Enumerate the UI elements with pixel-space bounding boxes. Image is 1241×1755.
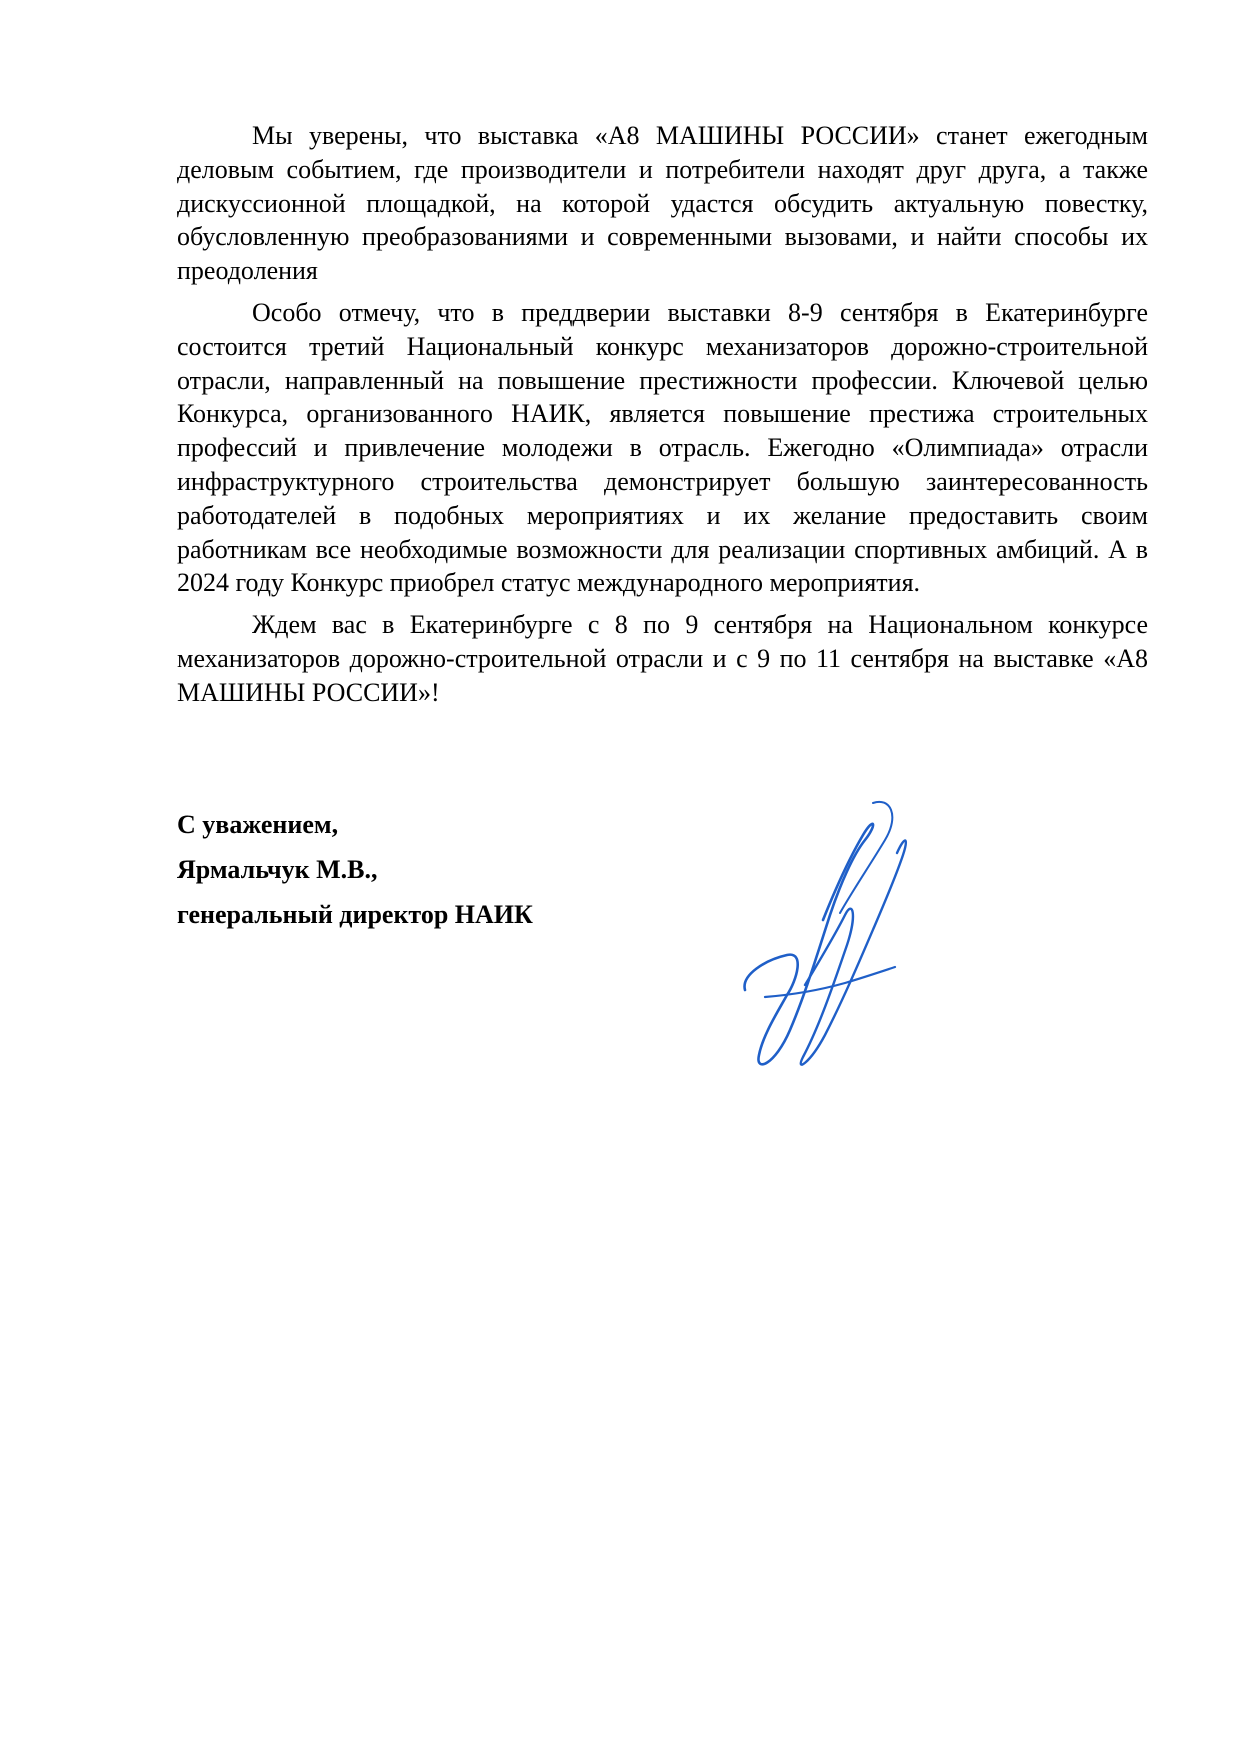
paragraph-exhibition: Мы уверены, что выставка «А8 МАШИНЫ РОССИИ» станет ежегодным деловым событием, где производители и потребители находят друг друга, а также дискуссионной площадкой, на которой удастся обсудить актуальную повестку, обусловленную преобразованиями и современными вызовами, и найти способы их преодоления [177, 121, 1148, 286]
letter-body [177, 119, 1148, 718]
handwritten-signature [735, 795, 945, 1085]
paragraph-invitation: Ждем вас в Екатеринбурге с 8 по 9 сентября на Национальном конкурсе механизаторов дорожно-строительной отрасли и с 9 по 11 сентября на выставке «А8 МАШИНЫ РОССИИ»! [177, 610, 1148, 707]
closing-block [177, 802, 533, 937]
closing-regards: С уважением, [177, 810, 339, 839]
signature-stroke-loop [840, 802, 892, 913]
signature-stroke-main [745, 824, 874, 1065]
paragraph-contest: Особо отмечу, что в преддверии выставки 8-9 сентября в Екатеринбурге состоится третий Национальный конкурс механизаторов дорожно-строительной отрасли, направленный на повышение престижности профессии. Ключевой целью Конкурса, организованного НАИК, является повышение престижа строительных профессий и привлечение молодежи в отрасль. Ежегодно «Олимпиада» отрасли инфраструктурного строительства демонстрирует большую заинтересованность работодателей в подобных мероприятиях и их желание предоставить своим работникам все необходимые возможности для реализации спортивных амбиций. А в 2024 году Конкурс приобрел статус международного мероприятия. [177, 297, 1148, 598]
signatory-name: Ярмальчук М.В., [177, 855, 378, 884]
signatory-position: генеральный директор НАИК [177, 900, 533, 929]
